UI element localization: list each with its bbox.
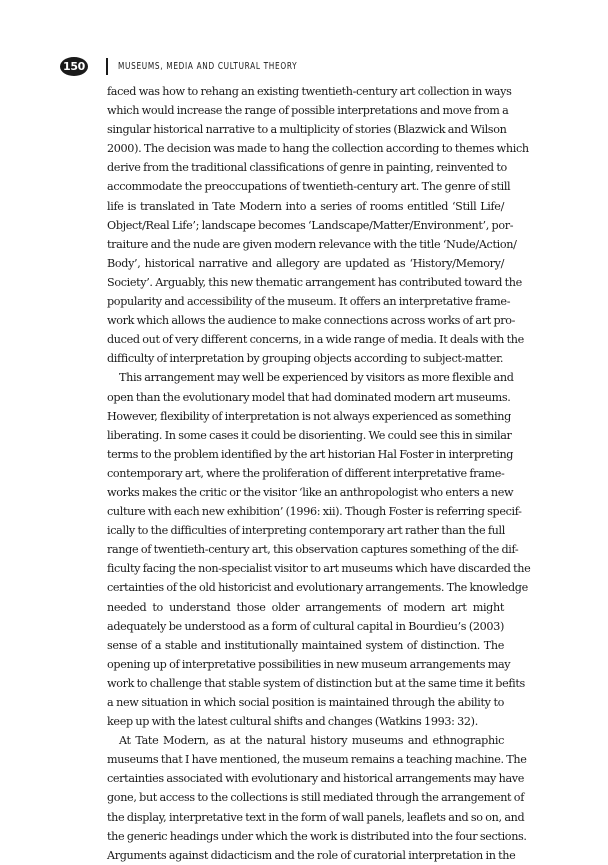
- text-line: liberating. In some cases it could be disorienting. We could see this in similar: [107, 428, 512, 442]
- text-line: duced out of very different concerns, in a wide range of media. It deals with the: [107, 333, 524, 347]
- text-line: gone, but access to the collections is still mediated through the arrangement of: [107, 791, 524, 805]
- text-line: opening up of interpretative possibilities in new museum arrangements may: [107, 657, 511, 671]
- text-line: sense of a stable and institutionally maintained system of distinction. The: [107, 638, 504, 652]
- text-line: life is translated in Tate Modern into a series of rooms entitled ‘Still Life/: [107, 199, 504, 213]
- text-line: certainties associated with evolutionary and historical arrangements may have: [107, 772, 525, 786]
- text-line: derive from the traditional classifications of genre in painting, reinvented to: [107, 161, 507, 175]
- text-line: difficulty of interpretation by grouping objects according to subject-matter.: [107, 352, 504, 366]
- text-line: a new situation in which social position is maintained through the ability to: [107, 696, 504, 709]
- text-line: contemporary art, where the proliferation of different interpretative frame-: [107, 466, 505, 480]
- text-line: 2000). The decision was made to hang the collection according to themes which: [107, 142, 529, 156]
- text-line: range of twentieth-century art, this observation captures something of the dif-: [107, 543, 519, 557]
- running-head: [60, 55, 326, 77]
- text-line: popularity and accessibility of the museum. It offers an interpretative frame-: [107, 295, 511, 309]
- text-line: At Tate Modern, as at the natural history museums and ethnographic: [119, 734, 504, 748]
- text-line: ically to the difficulties of interpreting contemporary art rather than the full: [107, 524, 505, 538]
- text-line: the generic headings under which the work is distributed into the four sections.: [107, 829, 527, 843]
- text-line: certainties of the old historicist and evolutionary arrangements. The knowledge: [107, 581, 528, 595]
- text-line: singular historical narrative to a multiplicity of stories (Blazwick and Wilson: [107, 123, 507, 137]
- paragraph: [107, 82, 529, 368]
- text-line: This arrangement may well be experienced by visitors as more flexible and: [119, 371, 514, 385]
- header-divider: [106, 58, 108, 75]
- text-line: keep up with the latest cultural shifts and changes (Watkins 1993: 32).: [107, 715, 478, 729]
- text-line: works makes the critic or the visitor ‘like an anthropologist who enters a new: [107, 485, 514, 499]
- text-line: adequately be understood as a form of cultural capital in Bourdieu’s (2003): [107, 619, 504, 633]
- text-line: museums that I have mentioned, the museum remains a teaching machine. The: [107, 753, 527, 767]
- text-line: However, flexibility of interpretation is not always experienced as something: [107, 409, 511, 423]
- text-line: terms to the problem identified by the art historian Hal Foster in interpreting: [107, 447, 514, 461]
- text-line: Society’. Arguably, this new thematic arrangement has contributed toward the: [107, 275, 522, 289]
- paragraph: [107, 731, 527, 865]
- text-line: open than the evolutionary model that had dominated modern art museums.: [107, 390, 511, 404]
- text-line: work which allows the audience to make connections across works of art pro-: [107, 314, 516, 328]
- page-number-badge: 150: [60, 57, 88, 76]
- text-line: ficulty facing the non-specialist visitor to art museums which have discarded the: [107, 562, 531, 576]
- text-line: which would increase the range of possible interpretations and move from a: [107, 104, 509, 118]
- text-line: Arguments against didacticism and the role of curatorial interpretation in the: [107, 848, 516, 862]
- paragraph: [107, 368, 531, 731]
- text-line: the display, interpretative text in the form of wall panels, leaflets and so on, and: [107, 810, 525, 824]
- text-line: faced was how to rehang an existing twentieth-century art collection in ways: [107, 85, 512, 98]
- text-line: needed to understand those older arrangements of modern art might: [107, 600, 504, 614]
- book-title: MUSEUMS, MEDIA AND CULTURAL THEORY: [118, 60, 298, 72]
- body-text: [107, 82, 531, 865]
- text-line: traiture and the nude are given modern relevance with the title ‘Nude/Action/: [107, 237, 517, 251]
- text-line: Body’, historical narrative and allegory are updated as ‘History/Memory/: [107, 256, 504, 270]
- text-line: work to challenge that stable system of distinction but at the same time it befits: [107, 676, 525, 690]
- text-line: accommodate the preoccupations of twentieth-century art. The genre of still: [107, 180, 511, 194]
- text-line: culture with each new exhibition’ (1996: xii). Though Foster is referring specif-: [107, 505, 522, 519]
- text-line: Object/Real Life’; landscape becomes ‘Landscape/Matter/Environment’, por-: [107, 218, 514, 232]
